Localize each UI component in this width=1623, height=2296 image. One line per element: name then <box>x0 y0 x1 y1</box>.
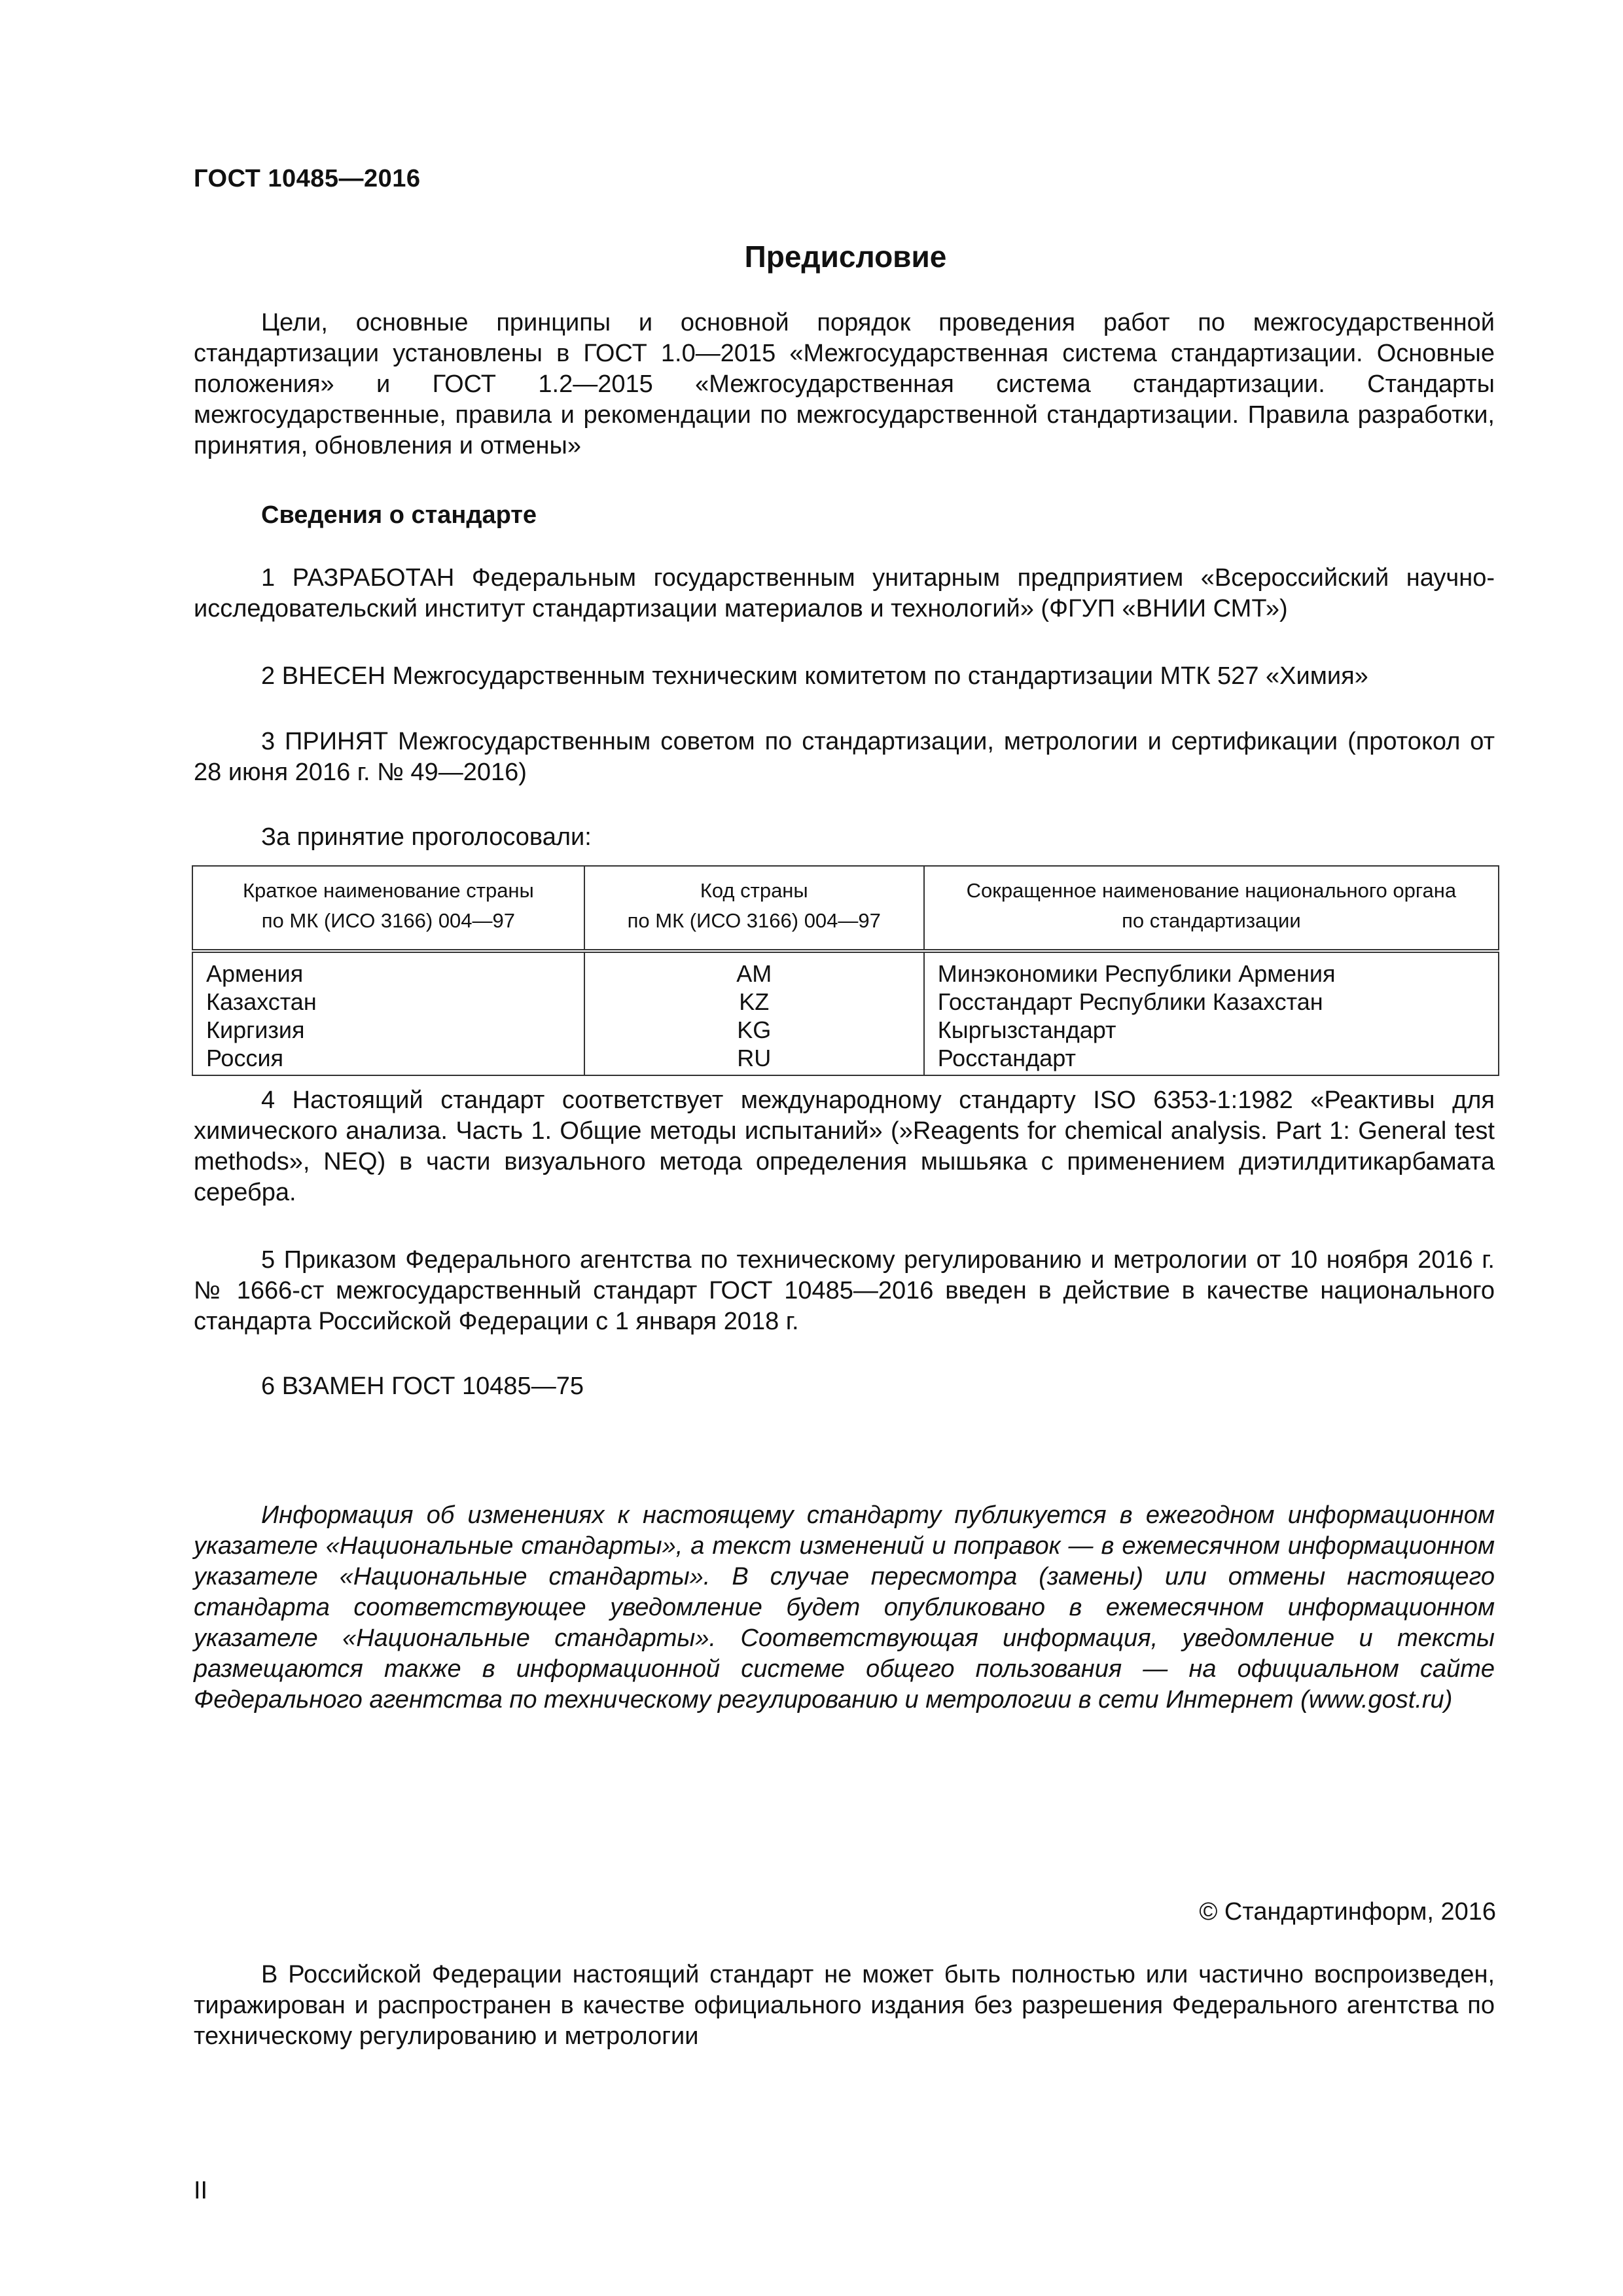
header-line: Краткое наименование страны <box>242 879 534 902</box>
table-header-row <box>192 866 1499 951</box>
document-number: ГОСТ 10485—2016 <box>194 165 421 192</box>
column-header-body <box>924 866 1499 951</box>
item-5-paragraph: 5 Приказом Федерального агентства по техническому регулированию и метрологии от 10 ноября 2016 г. № 1666-ст межгосударственный стандарт ГОСТ 10485—2016 введен в действие в качестве национального стандарта Российской Федерации с 1 января 2018 г. <box>194 1246 1495 1335</box>
code-cell: KG <box>584 1016 924 1044</box>
table-row <box>192 1044 1499 1075</box>
column-header-country <box>192 866 584 951</box>
item-1-paragraph: 1 РАЗРАБОТАН Федеральным государственным унитарным предприятием «Всероссийский научно-исследовательский институт стандартизации материалов и технологий» (ФГУП «ВНИИ СМТ») <box>194 564 1495 622</box>
voting-table <box>192 865 1499 1076</box>
section-heading: Сведения о стандарте <box>261 501 537 529</box>
table-row <box>192 951 1499 988</box>
code-cell: RU <box>584 1044 924 1075</box>
national-body-cell: Кыргызстандарт <box>924 1016 1499 1044</box>
national-body-cell: Минэкономики Республики Армения <box>924 951 1499 988</box>
copyright-notice: © Стандартинформ, 2016 <box>1199 1898 1496 1926</box>
intro-paragraph: Цели, основные принципы и основной порядок проведения работ по межгосударственной стандартизации установлены в ГОСТ 1.0—2015 «Межгосударственная система стандартизации. Основные положения» и ГОСТ 1.2—2015 «Межгосударственная система стандартизации. Стандарты межгосударственные, правила и рекомендации по межгосударственной стандартизации. Правила разработки, принятия, обновления и отмены» <box>194 309 1495 459</box>
country-cell: Армения <box>192 951 584 988</box>
country-cell: Киргизия <box>192 1016 584 1044</box>
header-line: Сокращенное наименование национального органа <box>966 879 1457 902</box>
page-title: Предисловие <box>744 240 947 274</box>
item-4-paragraph: 4 Настоящий стандарт соответствует международному стандарту ISO 6353-1:1982 «Реактивы для химического анализа. Часть 1. Общие методы испытаний» (»Reagents for chemical analysis. Part 1: General test methods», NEQ) в части визуального метода определения мышьяка с применением диэтилдитикарбамата серебра. <box>194 1086 1495 1206</box>
item-3-paragraph: 3 ПРИНЯТ Межгосударственным советом по стандартизации, метрологии и сертификации (протокол от 28 июня 2016 г. № 49—2016) <box>194 728 1495 786</box>
vote-intro: За принятие проголосовали: <box>261 823 592 851</box>
table-row <box>192 1016 1499 1044</box>
header-line: по МК (ИСО 3166) 004—97 <box>261 909 516 932</box>
reproduction-notice: В Российской Федерации настоящий стандарт не может быть полностью или частично воспроизведен, тиражирован и распространен в качестве официального издания без разрешения Федерального агентства по техническому регулированию и метрологии <box>194 1961 1495 2050</box>
header-line: по стандартизации <box>1122 909 1301 932</box>
national-body-cell: Росстандарт <box>924 1044 1499 1075</box>
country-cell: Казахстан <box>192 988 584 1016</box>
column-header-code <box>584 866 924 951</box>
item-2-paragraph: 2 ВНЕСЕН Межгосударственным техническим комитетом по стандартизации МТК 527 «Химия» <box>261 662 1368 690</box>
code-cell: KZ <box>584 988 924 1016</box>
country-cell: Россия <box>192 1044 584 1075</box>
header-line: по МК (ИСО 3166) 004—97 <box>627 909 881 932</box>
changes-info-note: Информация об изменениях к настоящему стандарту публикуется в ежегодном информационном указателе «Национальные стандарты», а текст изменений и поправок — в ежемесячном информационном указателе «Национальные стандарты». В случае пересмотра (замены) или отмены настоящего стандарта соответствующее уведомление будет опубликовано в ежемесячном информационном указателе «Национальные стандарты». Соответствующая информация, уведомление и тексты размещаются также в информационной системе общего пользования — на официальном сайте Федерального агентства по техническому регулированию и метрологии в сети Интернет (www.gost.ru) <box>194 1501 1495 1713</box>
page-number: II <box>194 2177 208 2204</box>
national-body-cell: Госстандарт Республики Казахстан <box>924 988 1499 1016</box>
item-6-paragraph: 6 ВЗАМЕН ГОСТ 10485—75 <box>261 1372 584 1400</box>
header-line: Код страны <box>700 879 808 902</box>
code-cell: AM <box>584 951 924 988</box>
table-row <box>192 988 1499 1016</box>
